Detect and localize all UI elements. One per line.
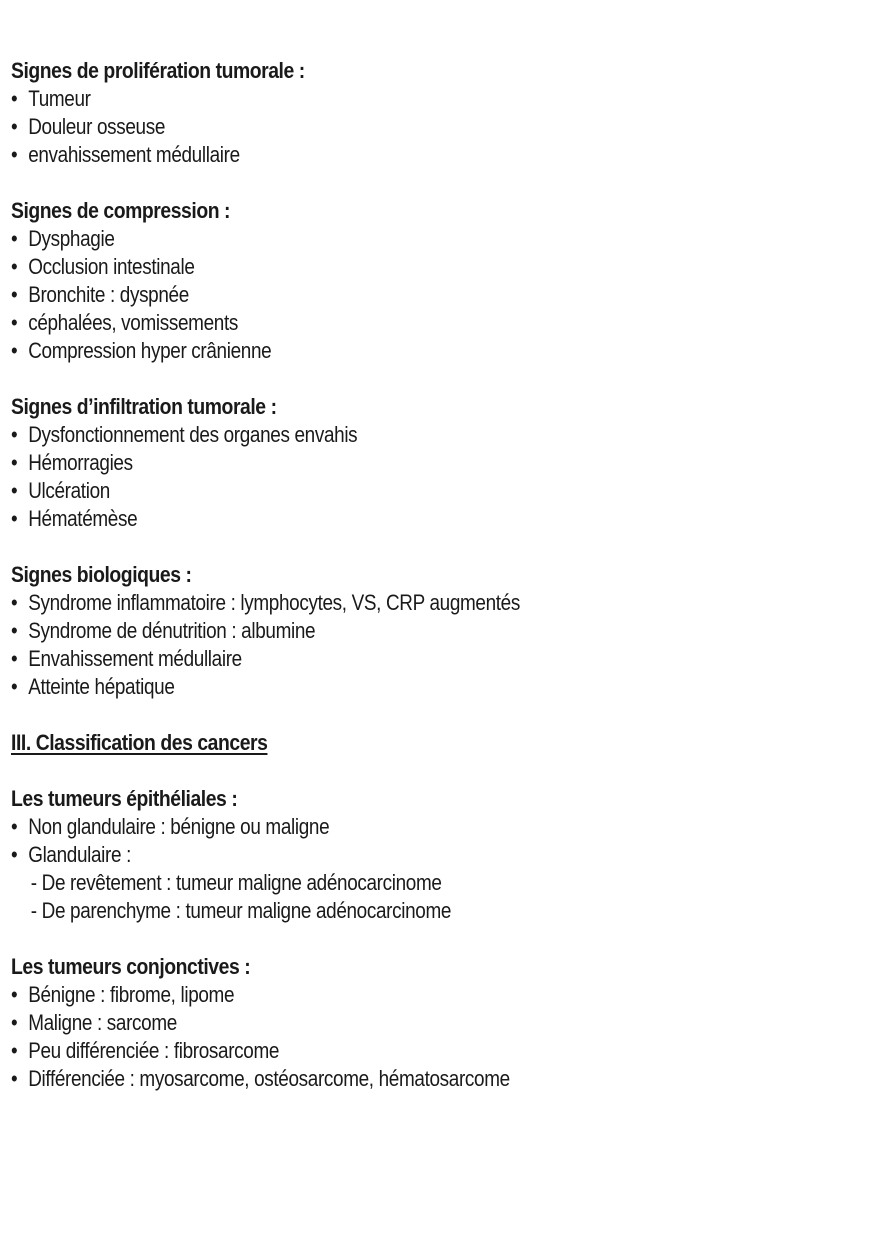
- bullet-icon: •: [11, 814, 18, 839]
- section-heading: Les tumeurs épithéliales :: [11, 786, 238, 811]
- list-item: • Bénigne : fibrome, lipome: [11, 982, 235, 1007]
- bullet-icon: •: [11, 450, 18, 475]
- section-proliferation: [11, 57, 861, 169]
- bullet-icon: •: [11, 1066, 18, 1091]
- bullet-icon: •: [11, 310, 18, 335]
- sub-item: - De revêtement : tumeur maligne adénocarcinome: [30, 870, 442, 895]
- section-heading: Les tumeurs conjonctives :: [11, 954, 251, 979]
- list-item: • Hématémèse: [11, 506, 138, 531]
- list-item: • Atteinte hépatique: [11, 674, 175, 699]
- bullet-icon: •: [11, 338, 18, 363]
- bullet-icon: •: [11, 478, 18, 503]
- list-item: • Envahissement médullaire: [11, 646, 242, 671]
- list-item: • Dysphagie: [11, 226, 115, 251]
- list-item: • Occlusion intestinale: [11, 254, 195, 279]
- bullet-icon: •: [11, 254, 18, 279]
- list-item: • Hémorragies: [11, 450, 133, 475]
- section-compression: [11, 197, 861, 365]
- list-item: • Maligne : sarcome: [11, 1010, 177, 1035]
- list-item: • Syndrome de dénutrition : albumine: [11, 618, 316, 643]
- list-item: • Non glandulaire : bénigne ou maligne: [11, 814, 330, 839]
- section-heading: Signes de compression :: [11, 198, 231, 223]
- item-list: [11, 225, 861, 365]
- section-conjonctives: [11, 953, 861, 1093]
- sub-item: - De parenchyme : tumeur maligne adénocarcinome: [30, 898, 452, 923]
- bullet-icon: •: [11, 226, 18, 251]
- list-item: • Ulcération: [11, 478, 110, 503]
- list-item: • Peu différenciée : fibrosarcome: [11, 1038, 280, 1063]
- list-item: • Syndrome inflammatoire : lymphocytes, VS, CRP augmentés: [11, 590, 520, 615]
- item-list: [11, 981, 861, 1093]
- bullet-icon: •: [11, 506, 18, 531]
- bullet-icon: •: [11, 618, 18, 643]
- bullet-icon: •: [11, 1010, 18, 1035]
- bullet-icon: •: [11, 646, 18, 671]
- item-list: [11, 813, 861, 869]
- list-item: • Douleur osseuse: [11, 114, 166, 139]
- list-item: • Dysfonctionnement des organes envahis: [11, 422, 358, 447]
- bullet-icon: •: [11, 842, 18, 867]
- item-list: [11, 85, 861, 169]
- chapter-title: III. Classification des cancers: [11, 730, 268, 755]
- bullet-icon: •: [11, 982, 18, 1007]
- document-page: [11, 57, 861, 1121]
- chapter-classification: [11, 729, 861, 757]
- bullet-icon: •: [11, 590, 18, 615]
- bullet-icon: •: [11, 282, 18, 307]
- bullet-icon: •: [11, 142, 18, 167]
- list-item: • Bronchite : dyspnée: [11, 282, 189, 307]
- section-epitheliales: [11, 785, 861, 925]
- item-list: [11, 421, 861, 533]
- bullet-icon: •: [11, 422, 18, 447]
- section-biologiques: [11, 561, 861, 701]
- list-item: • Tumeur: [11, 86, 91, 111]
- section-heading: Signes de prolifération tumorale :: [11, 58, 305, 83]
- section-infiltration: [11, 393, 861, 533]
- item-list: [11, 589, 861, 701]
- bullet-icon: •: [11, 1038, 18, 1063]
- bullet-icon: •: [11, 86, 18, 111]
- list-item: • Différenciée : myosarcome, ostéosarcome, hématosarcome: [11, 1066, 510, 1091]
- section-heading: Signes biologiques :: [11, 562, 192, 587]
- bullet-icon: •: [11, 674, 18, 699]
- bullet-icon: •: [11, 114, 18, 139]
- list-item: • envahissement médullaire: [11, 142, 240, 167]
- list-item: • Compression hyper crânienne: [11, 338, 272, 363]
- list-item: • Glandulaire :: [11, 842, 132, 867]
- list-item: • céphalées, vomissements: [11, 310, 238, 335]
- section-heading: Signes d’infiltration tumorale :: [11, 394, 277, 419]
